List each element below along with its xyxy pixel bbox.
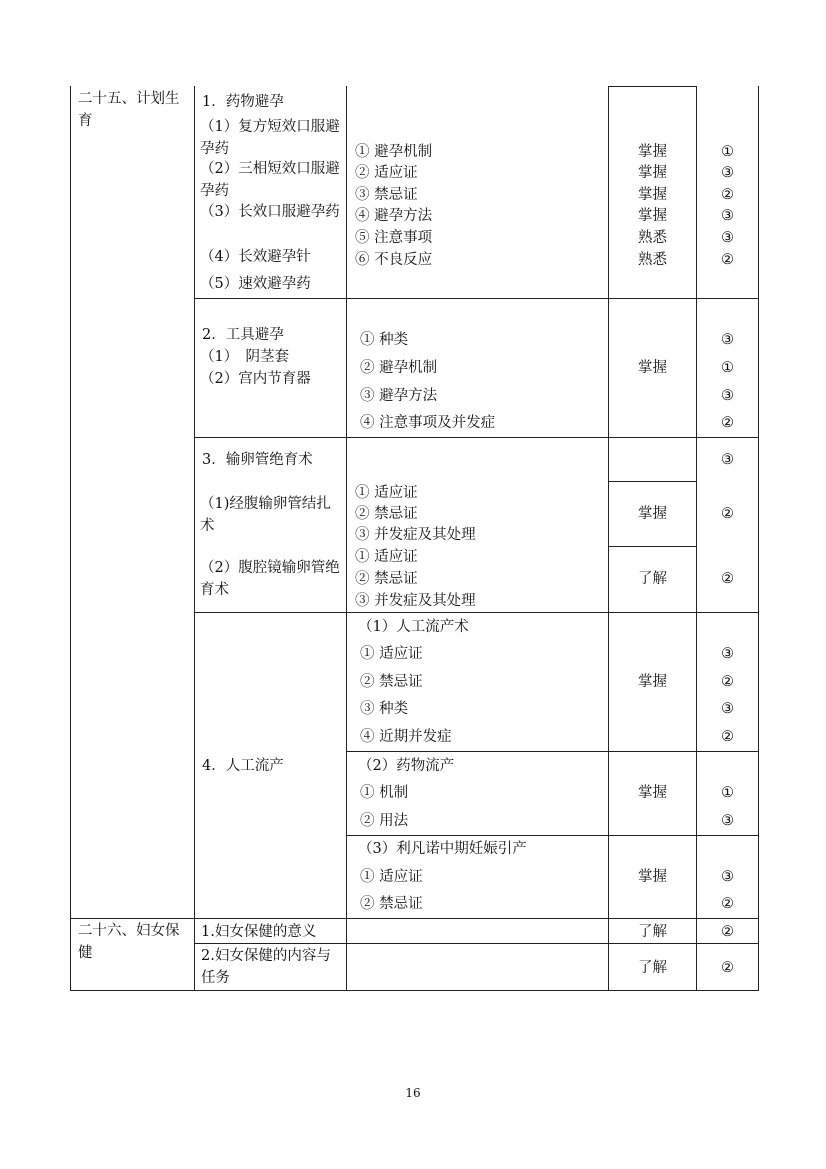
requirement-mark: ③ [721, 388, 734, 404]
knowledge-point: ② 禁忌证 [360, 674, 423, 690]
level-label: 掌握 [638, 869, 667, 885]
knowledge-point: ① 适应证 [355, 485, 418, 501]
knowledge-point: ① 种类 [360, 332, 409, 348]
grid-line [70, 86, 71, 990]
requirement-mark: ② [721, 960, 734, 976]
knowledge-point: ③ 种类 [360, 701, 409, 717]
requirement-mark: ② [721, 252, 734, 268]
grid-line [194, 86, 195, 990]
unit-sub: （3）长效口服避孕药 [200, 204, 340, 220]
page-number: 16 [405, 1086, 421, 1100]
knowledge-point: ② 禁忌证 [360, 896, 423, 912]
knowledge-point: ④ 注意事项及并发症 [360, 415, 496, 431]
requirement-mark: ③ [721, 208, 734, 224]
group-title: （3）利凡诺中期妊娠引产 [358, 841, 527, 857]
unit-sub: （1)经腹输卵管结扎术 [200, 496, 331, 534]
requirement-mark: ③ [721, 452, 734, 468]
requirement-mark: ③ [721, 869, 734, 885]
unit-sub: （1） 阴茎套 [200, 349, 289, 365]
knowledge-point: ① 适应证 [360, 869, 423, 885]
unit-sub: （2）宫内节育器 [200, 371, 311, 387]
group-title: （1）人工流产术 [358, 619, 469, 635]
requirement-mark: ③ [721, 165, 734, 181]
knowledge-point: ② 避孕机制 [360, 360, 438, 376]
grid-line [346, 86, 347, 990]
grid-line [194, 437, 759, 438]
grid-line [70, 990, 759, 991]
grid-line [194, 943, 759, 944]
level-label: 掌握 [638, 360, 667, 376]
level-label: 掌握 [638, 208, 667, 224]
knowledge-point: ① 避孕机制 [355, 144, 433, 160]
knowledge-point: ④ 近期并发症 [360, 729, 452, 745]
level-label: 了解 [638, 960, 667, 976]
grid-line [70, 918, 759, 919]
knowledge-point: ⑥ 不良反应 [355, 252, 433, 268]
knowledge-point: ③ 禁忌证 [355, 187, 418, 203]
knowledge-point: ③ 避孕方法 [360, 388, 438, 404]
group-title: （2）药物流产 [358, 758, 455, 774]
requirement-mark: ① [721, 785, 734, 801]
knowledge-point: ⑤ 注意事项 [355, 230, 433, 246]
unit-sub: （2）三相短效口服避孕药 [200, 161, 340, 199]
requirement-mark: ③ [721, 332, 734, 348]
grid-line [608, 481, 697, 482]
unit-heading: 1．药物避孕 [202, 94, 284, 110]
level-label: 掌握 [638, 144, 667, 160]
requirement-mark: ② [721, 187, 734, 203]
requirement-mark: ② [721, 506, 734, 522]
requirement-mark: ① [721, 144, 734, 160]
requirement-mark: ③ [721, 701, 734, 717]
knowledge-point: ② 禁忌证 [355, 506, 418, 522]
knowledge-point: ① 适应证 [355, 549, 418, 565]
knowledge-point: ① 适应证 [360, 646, 423, 662]
level-label: 掌握 [638, 165, 667, 181]
section-title: 二十六、妇女保健 [78, 923, 180, 961]
unit-heading: 3．输卵管绝育术 [202, 452, 313, 468]
level-label: 熟悉 [638, 230, 667, 246]
section-title: 二十五、计划生育 [78, 91, 180, 129]
grid-line [194, 612, 759, 613]
grid-line [346, 835, 759, 836]
knowledge-point: ② 适应证 [355, 165, 418, 181]
level-label: 了解 [638, 571, 667, 587]
unit-sub: （2）腹腔镜输卵管绝育术 [200, 560, 340, 598]
requirement-mark: ② [721, 729, 734, 745]
knowledge-point: ② 用法 [360, 813, 409, 829]
level-label: 熟悉 [638, 252, 667, 268]
knowledge-point: ② 禁忌证 [355, 571, 418, 587]
grid-line [194, 298, 759, 299]
knowledge-point: ① 机制 [360, 785, 409, 801]
level-label: 掌握 [638, 506, 667, 522]
unit-heading: 4．人工流产 [202, 758, 284, 774]
requirement-mark: ③ [721, 646, 734, 662]
knowledge-point: ③ 并发症及其处理 [355, 527, 476, 543]
requirement-mark: ② [721, 674, 734, 690]
level-label: 掌握 [638, 674, 667, 690]
grid-line [608, 546, 697, 547]
requirement-mark: ② [721, 896, 734, 912]
requirement-mark: ③ [721, 813, 734, 829]
level-label: 了解 [638, 924, 667, 940]
unit-sub: （5）速效避孕药 [200, 276, 311, 292]
level-label: 掌握 [638, 785, 667, 801]
requirement-mark: ② [721, 924, 734, 940]
grid-line [608, 86, 697, 87]
grid-line [346, 751, 759, 752]
unit-heading: 2．工具避孕 [202, 327, 284, 343]
unit-heading: 2.妇女保健的内容与任务 [201, 948, 331, 986]
knowledge-point: ③ 并发症及其处理 [355, 593, 476, 609]
requirement-mark: ③ [721, 230, 734, 246]
unit-sub: （4）长效避孕针 [200, 249, 311, 265]
requirement-mark: ① [721, 360, 734, 376]
level-label: 掌握 [638, 187, 667, 203]
grid-line [758, 86, 759, 990]
requirement-mark: ② [721, 571, 734, 587]
requirement-mark: ② [721, 415, 734, 431]
unit-sub: （1）复方短效口服避孕药 [200, 119, 340, 157]
knowledge-point: ④ 避孕方法 [355, 208, 433, 224]
unit-heading: 1.妇女保健的意义 [201, 924, 317, 940]
